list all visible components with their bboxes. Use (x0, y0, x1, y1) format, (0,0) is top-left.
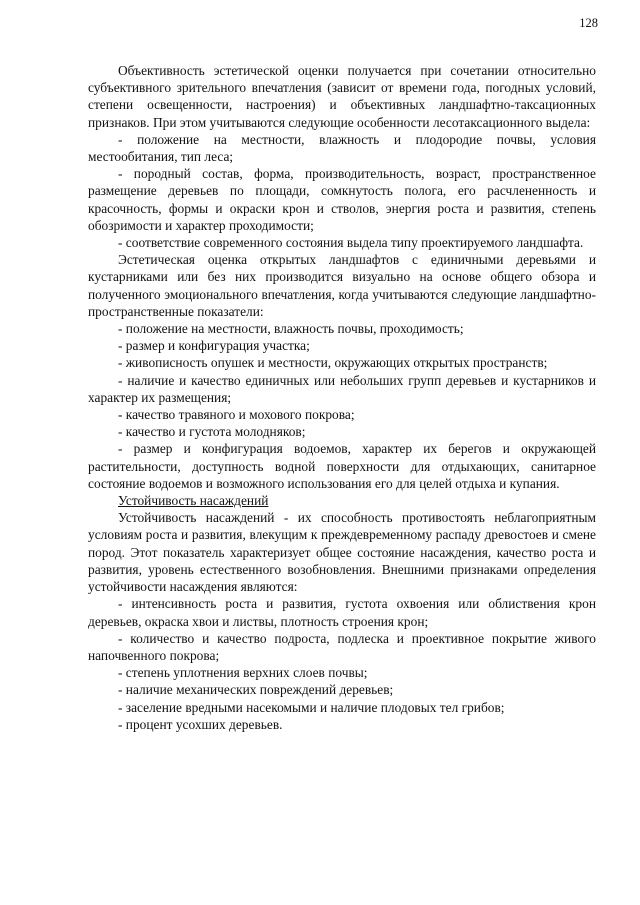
list-item: - процент усохших деревьев. (118, 716, 283, 732)
list-item: - интенсивность роста и развития, густота охвоения или облиствения крон деревьев, окраска хвои и листвы, плотность строения крон; (88, 596, 596, 629)
list-item: - положение на местности, влажность почвы, проходимость; (118, 321, 464, 337)
list-item: - качество и густота молодняков; (118, 424, 306, 440)
list-item: - количество и качество подроста, подлеска и проективное покрытие живого напочвенного покрова; (88, 630, 596, 663)
list-item: - положение на местности, влажность и плодородие почвы, условия местообитания, тип леса; (88, 131, 596, 165)
list-item: - наличие и качество единичных или небольших групп деревьев и кустарников и характер их размещения; (88, 372, 596, 405)
list-item: - живописность опушек и местности, окружающих открытых пространств; (118, 355, 548, 371)
paragraph-open-landscapes: Эстетическая оценка открытых ландшафтов с единичными деревьями и кустарниками или без них производится визуально на основе общего обзора и полученного эмоционального впечатления, когда учитываются следующие ландшафтно-пространственные показатели: (88, 252, 596, 319)
list-item: - наличие механических повреждений деревьев; (118, 682, 394, 698)
list-item: - соответствие современного состояния выдела типу проектируемого ландшафта. (118, 235, 584, 251)
page-number: 128 (579, 16, 598, 30)
list-item: - породный состав, форма, производительность, возраст, пространственное размещение деревьев по площади, сомкнутость полога, его расчлененность и красочность, формы и окраски крон и стволов, энергия роста и развития, степень обозримости и характер проходимости; (88, 166, 596, 233)
paragraph-intro: Объективность эстетической оценки получается при сочетании относительно субъективного зрительного впечатления (зависит от времени года, погодных условий, степени освещенности, настроения) и объективных ландшафтно-таксационных признаков. При этом учитываются следующие особенности лесотаксационного выдела: (88, 63, 596, 130)
paragraph-stability: Устойчивость насаждений - их способность противостоять неблагоприятным условиям роста и развития, влекущим к преждевременному распаду древостоев и смене пород. Этот показатель характеризует общее состояние насаждения, качество роста и развития, уровень естественного возобновления. Внешними признаками определения устойчивости насаждения являются: (88, 510, 596, 595)
page-content (88, 62, 596, 733)
list-item: - качество травяного и мохового покрова; (118, 407, 355, 423)
list-item: - степень уплотнения верхних слоев почвы; (118, 665, 368, 681)
list-item: - заселение вредными насекомыми и наличие плодовых тел грибов; (118, 699, 505, 715)
section-heading: Устойчивость насаждений (118, 493, 269, 509)
list-item: - размер и конфигурация водоемов, характер их берегов и окружающей растительности, доступность водной поверхности для отдыхающих, санитарное состояние водоемов и возможного использования его для целей отдыха и купания. (88, 441, 596, 491)
list-item: - размер и конфигурация участка; (118, 338, 310, 354)
